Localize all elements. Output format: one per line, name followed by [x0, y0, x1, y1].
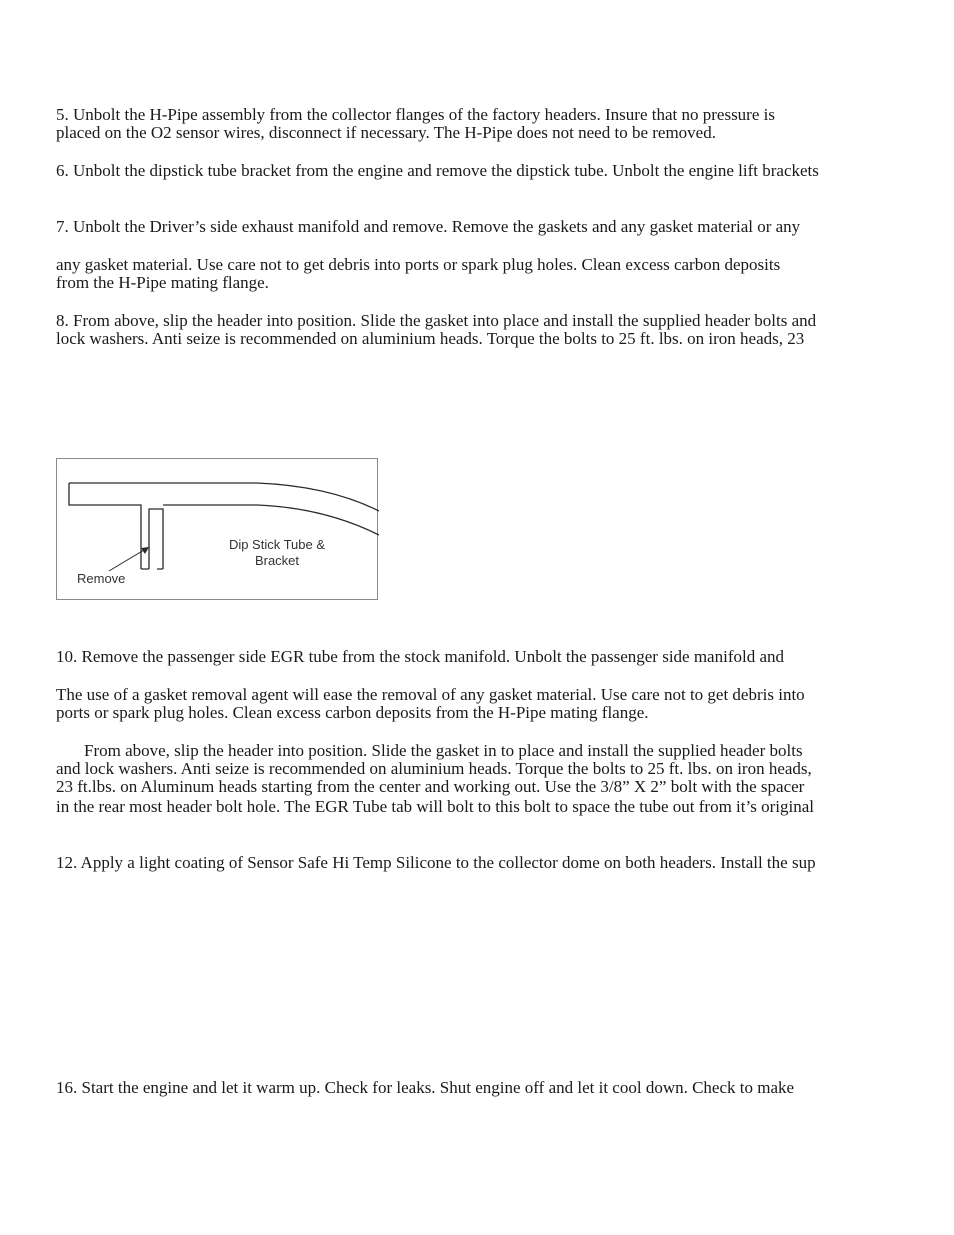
header-paragraph-line-1: From above, slip the header into position. Slide the gasket in to place and install the supplied header bolts: [84, 741, 803, 760]
figure-label-tube-line-1: Dip Stick Tube &: [228, 537, 326, 552]
step-5-line-2: placed on the O2 sensor wires, disconnect if necessary. The H-Pipe does not need to be removed.: [56, 123, 716, 142]
figure-label-remove: Remove: [77, 571, 126, 586]
gasket-paragraph-line-2: ports or spark plug holes. Clean excess carbon deposits from the H-Pipe mating flange.: [56, 703, 649, 722]
step-5-line-1: 5. Unbolt the H-Pipe assembly from the collector flanges of the factory headers. Insure that no pressure is: [56, 105, 775, 124]
step-8-line-1: 8. From above, slip the header into position. Slide the gasket into place and install the supplied header bolts and: [56, 311, 817, 330]
figure-label-tube-line-2: Bracket: [254, 553, 300, 568]
tube-top-edge: [69, 483, 379, 511]
header-paragraph-line-3: 23 ft.lbs. on Aluminum heads starting from the center and working out. Use the 3/8” X 2” bolt with the spacer: [56, 777, 805, 796]
gasket-paragraph-line-1: The use of a gasket removal agent will ease the removal of any gasket material. Use care not to get debris into: [56, 685, 805, 704]
step-12-line-1: 12. Apply a light coating of Sensor Safe Hi Temp Silicone to the collector dome on both headers. Install the sup: [56, 853, 816, 872]
step-7-line-1: 7. Unbolt the Driver’s side exhaust manifold and remove. Remove the gaskets and any gasket material or any: [56, 217, 801, 236]
tube-bottom-edge: [163, 505, 379, 535]
dipstick-tube-figure: [56, 458, 378, 600]
step-8-line-2: lock washers. Anti seize is recommended on aluminium heads. Torque the bolts to 25 ft. lbs. on iron heads, 23: [56, 329, 805, 348]
step-10-line-1: 10. Remove the passenger side EGR tube from the stock manifold. Unbolt the passenger side manifold and: [56, 647, 785, 666]
step-16-line-1: 16. Start the engine and let it warm up. Check for leaks. Shut engine off and let it cool down. Check to make: [56, 1078, 795, 1097]
step-6-line-1: 6. Unbolt the dipstick tube bracket from the engine and remove the dipstick tube. Unbolt the engine lift brackets: [56, 161, 819, 180]
step-7-continuation-line-1: any gasket material. Use care not to get debris into ports or spark plug holes. Clean excess carbon deposits: [56, 255, 781, 274]
header-paragraph-line-2: and lock washers. Anti seize is recommended on aluminium heads. Torque the bolts to 25 ft. lbs. on iron heads,: [56, 759, 812, 778]
header-paragraph-line-4: in the rear most header bolt hole. The EGR Tube tab will bolt to this bolt to space the tube out from it’s original: [56, 797, 814, 816]
step-7-continuation-line-2: from the H-Pipe mating flange.: [56, 273, 269, 292]
bracket-outline: [69, 483, 163, 569]
